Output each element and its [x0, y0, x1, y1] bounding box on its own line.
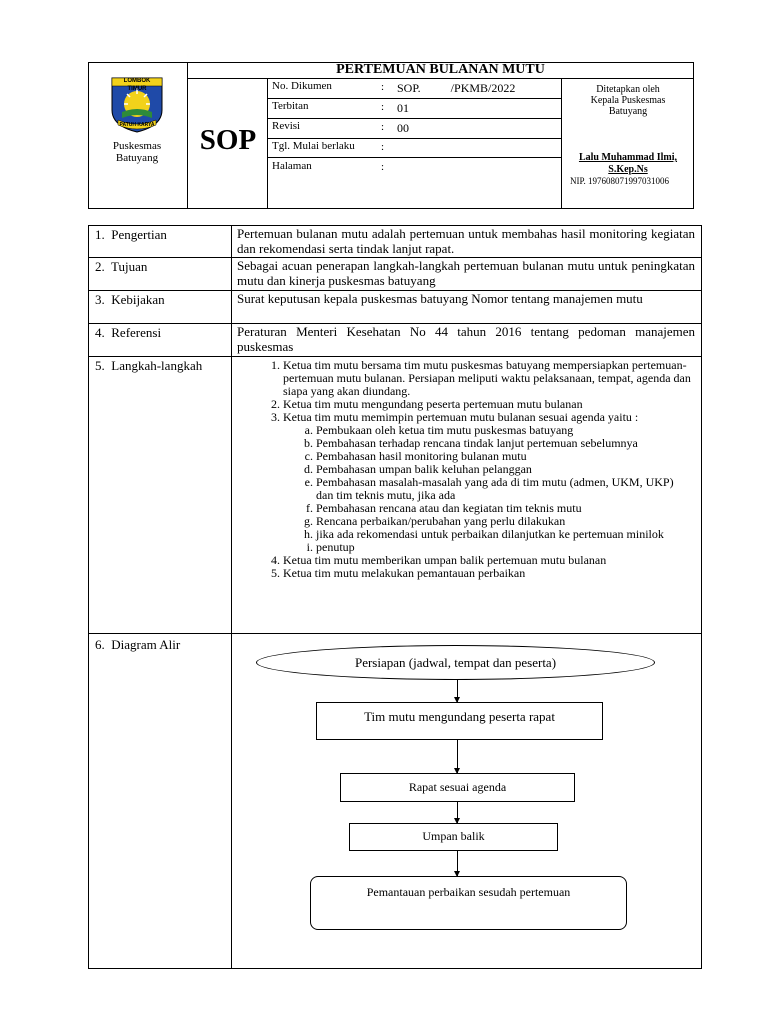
flow-node-pemantauan: Pemantauan perbaikan sesudah pertemuan	[310, 876, 627, 930]
text-kebijakan: Surat keputusan kepala puskesmas batuyang Nomor tentang manajemen mutu	[237, 291, 643, 306]
flow-arrow	[457, 680, 458, 702]
flow-node-rapat: Rapat sesuai agenda	[340, 773, 575, 802]
flow-arrow	[457, 740, 458, 773]
puskesmas-logo	[104, 68, 170, 134]
step-item: 1. Ketua tim mutu bersama tim mutu puskesmas batuyang mempersiapkan pertemuan-pertemuan mutu bulanan. Persiapan meliputi waktu pelaksanaan, tempat, agenda dan siapa yang akan diundang.	[283, 359, 697, 398]
flow-node-umpan-balik: Umpan balik	[349, 823, 558, 851]
sub-step-item: c. Pembahasan hasil monitoring bulanan mutu	[316, 450, 686, 463]
field-sep: :	[381, 81, 385, 93]
approval-block: Ditetapkan oleh Kepala Puskesmas Batuyang	[590, 84, 666, 117]
label-referensi: 4. Referensi	[95, 325, 162, 340]
sub-step-item: d. Pembahasan umpan balik keluhan pelanggan	[316, 463, 686, 476]
text-pengertian: Pertemuan bulanan mutu adalah pertemuan untuk membahas hasil monitoring kegiatan dan rekomendasi serta tindak lanjut rapat.	[237, 226, 695, 256]
step-item: 5. Ketua tim mutu melakukan pemantauan perbaikan	[283, 567, 697, 580]
sub-step-item: b. Pembahasan terhadap rencana tindak lanjut pertemuan sebelumnya	[316, 437, 686, 450]
flow-arrow	[457, 851, 458, 876]
field-sep: :	[381, 101, 385, 113]
signer-nip: NIP. 197608071997031006	[570, 176, 670, 186]
label-langkah: 5. Langkah-langkah	[95, 358, 203, 373]
sub-step-item: a. Pembukaan oleh ketua tim mutu puskesmas batuyang	[316, 424, 686, 437]
text-tujuan: Sebagai acuan penerapan langkah-langkah pertemuan bulanan mutu untuk peningkatan mutu dan kinerja puskesmas batuyang	[237, 258, 695, 288]
flow-node-mengundang: Tim mutu mengundang peserta rapat	[316, 702, 603, 740]
step-item: 4. Ketua tim mutu memberikan umpan balik pertemuan mutu bulanan	[283, 554, 697, 567]
field-value-terbitan: 01	[397, 101, 409, 115]
sub-step-item: h. jika ada rekomendasi untuk perbaikan dilanjutkan ke pertemuan minilok	[316, 528, 686, 541]
field-sep: :	[381, 121, 385, 133]
field-value-revisi: 00	[397, 121, 409, 135]
field-value-no-dokumen: SOP. /PKMB/2022	[397, 81, 516, 95]
sub-step-item: f. Pembahasan rencana atau dan kegiatan tim teknis mutu	[316, 502, 686, 515]
text-referensi: Peraturan Menteri Kesehatan No 44 tahun 2016 tentang pedoman manajemen puskesmas	[237, 324, 695, 354]
sub-step-item: i. penutup	[316, 541, 686, 554]
sub-step-item: e. Pembahasan masalah-masalah yang ada di tim mutu (admen, UKM, UKP) dan tim teknis mutu, jika ada	[316, 476, 686, 502]
org-name: Puskesmas Batuyang	[112, 140, 162, 164]
sub-step-item: g. Rencana perbaikan/perubahan yang perlu dilakukan	[316, 515, 686, 528]
step-item: 3. Ketua tim mutu memimpin pertemuan mutu bulanan sesuai agenda yaitu : a. Pembukaan oleh ketua tim mutu puskesmas batuyang b. Pembahasan terhadap rencana tindak lanjut pertemuan sebelumnya c. Pembahasan hasil monitoring bulanan mutu d. Pembahasan umpan balik keluhan pelanggan e. Pembahasan masalah-masalah yang ada di tim mutu (admen, UKM, UKP) dan tim teknis mutu, jika ada f. Pembahasan rencana atau dan kegiatan tim teknis mutu g. Rencana perbaikan/perubahan yang perlu dilakukan h. jika ada rekomendasi untuk perbaikan dilanjutkan ke pertemuan minilok i. penutup	[283, 411, 697, 554]
logo-ribbon-text: PATUH KARYA	[119, 122, 155, 128]
sop-label: SOP	[199, 124, 257, 156]
label-tujuan: 2. Tujuan	[95, 259, 148, 274]
field-sep: :	[381, 141, 385, 153]
flow-arrow	[457, 802, 458, 823]
signer-name: Lalu Muhammad Ilmi, S.Kep.Ns	[578, 152, 678, 175]
label-pengertian: 1. Pengertian	[95, 227, 167, 242]
field-label-revisi: Revisi	[272, 120, 301, 132]
field-sep: :	[381, 161, 385, 173]
logo-banner-text: LOMBOK TIMUR	[123, 78, 151, 92]
steps-list	[237, 359, 697, 580]
page-title: PERTEMUAN BULANAN MUTU	[336, 62, 545, 77]
field-label-halaman: Halaman	[272, 160, 312, 172]
flow-node-persiapan: Persiapan (jadwal, tempat dan peserta)	[256, 645, 655, 680]
label-diagram-alir: 6. Diagram Alir	[95, 637, 181, 652]
label-kebijakan: 3. Kebijakan	[95, 292, 165, 307]
step-item: 2. Ketua tim mutu mengundang peserta pertemuan mutu bulanan	[283, 398, 697, 411]
field-label-terbitan: Terbitan	[272, 100, 309, 112]
field-label-no-dokumen: No. Dikumen	[272, 80, 332, 92]
field-label-tgl-mulai: Tgl. Mulai berlaku	[272, 140, 355, 152]
